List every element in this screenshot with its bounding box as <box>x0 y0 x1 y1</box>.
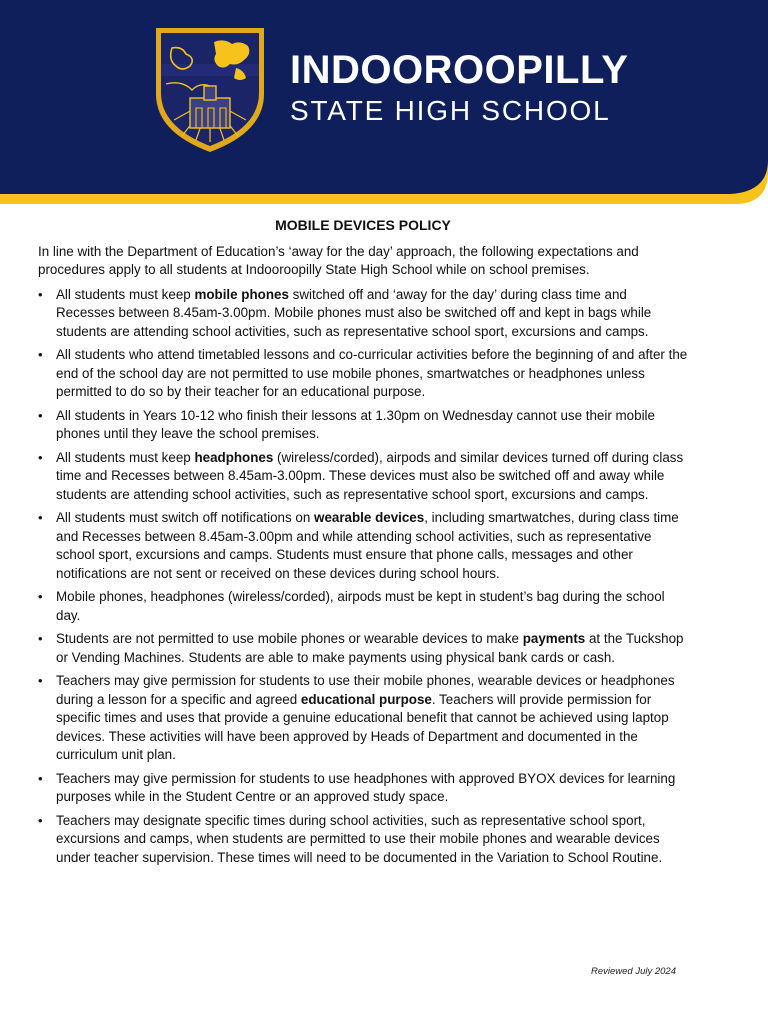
header-banner <box>0 0 768 210</box>
policy-title: MOBILE DEVICES POLICY <box>275 217 451 233</box>
policy-item-text: Mobile phones, headphones (wireless/corded), airpods must be kept in student’s bag during the school day. <box>56 589 665 623</box>
bullet-icon: • <box>38 510 43 525</box>
policy-item-text: All students must keep <box>56 286 195 302</box>
policy-item-emphasis: mobile phones <box>194 286 289 302</box>
policy-item <box>38 672 688 765</box>
policy-item-text: All students in Years 10-12 who finish their lessons at 1.30pm on Wednesday cannot use their mobile phones until they leave the school premises. <box>56 407 655 441</box>
policy-content <box>38 214 688 872</box>
policy-intro: In line with the Department of Education’s ‘away for the day’ approach, the following expectations and procedures apply to all students at Indooroopilly State High School while on school premises. <box>38 243 639 277</box>
policy-item-text: Teachers may designate specific times during school activities, such as representative school sport, excursions and camps, when students are permitted to use their mobile phones and wearable devices under teacher supervision. These times will need to be documented in the Variation to School Routine. <box>56 812 663 865</box>
bullet-icon: • <box>38 770 43 786</box>
policy-item <box>38 346 688 402</box>
policy-list <box>38 286 688 868</box>
policy-item-text: Teachers may give permission for students to use headphones with approved BYOX devices for learning purposes while in the Student Centre or an approved study space. <box>56 770 676 804</box>
policy-item-emphasis: headphones <box>194 449 274 465</box>
policy-item-text: Students are not permitted to use mobile phones or wearable devices to make <box>56 631 523 646</box>
policy-item-text: Teachers may give permission for students to use their mobile phones, wearable devices or headphones during a lesson for a specific and agreed <box>56 673 675 707</box>
review-date: Reviewed July 2024 <box>590 966 676 977</box>
policy-item <box>38 286 688 342</box>
policy-item <box>38 630 688 667</box>
bullet-icon: • <box>38 631 43 646</box>
policy-item-text-continued: switched off and ‘away for the day’ during class time and Recesses between 8.45am-3.00pm. Mobile phones must also be switched off and kept in bags while students are attending school activities, such as representative school sport, excursions and camps. <box>56 286 652 339</box>
policy-item <box>38 509 688 583</box>
policy-item-text-continued: , including smartwatches, during class time and Recesses between 8.45am-3.00pm and while attending school activities, such as representative school sport, excursions and camps. Students must ensure that phone calls, messages and other notifications are not sent or received on these devices during school hours. <box>56 510 679 581</box>
bullet-icon: • <box>38 449 43 465</box>
school-name: INDOOROOPILLY <box>290 48 629 92</box>
bullet-icon: • <box>38 812 43 828</box>
policy-item <box>38 588 688 625</box>
policy-item <box>38 812 688 868</box>
policy-item-text: All students who attend timetabled lessons and co-curricular activities before the beginning of and after the end of the school day are not permitted to use mobile phones, smartwatches or headphones unless permitted to do so by their teacher for an educational purpose. <box>56 347 688 399</box>
bullet-icon: • <box>38 589 43 604</box>
school-brand <box>290 50 628 128</box>
policy-item <box>38 449 688 505</box>
policy-item <box>38 770 688 807</box>
bullet-icon: • <box>38 673 43 688</box>
policy-item-text-continued: (wireless/corded), airpods and similar devices turned off during class time and Recesses between 8.45am-3.00pm. These devices must also be switched off and away while students are attending school activities, such as representative school sport, excursions and camps. <box>56 449 684 502</box>
school-crest-icon <box>152 24 268 154</box>
bullet-icon: • <box>38 286 43 302</box>
policy-item-emphasis: educational purpose <box>300 691 432 707</box>
policy-item-text: All students must switch off notifications on <box>56 510 315 525</box>
policy-item-text-continued: at the Tuckshop or Vending Machines. Students are able to make payments using physical bank cards or cash. <box>56 631 684 665</box>
bullet-icon: • <box>38 347 43 362</box>
bullet-icon: • <box>38 407 43 423</box>
policy-item <box>38 407 688 444</box>
policy-item-emphasis: wearable devices <box>314 510 425 525</box>
policy-item-text: All students must keep <box>56 449 195 465</box>
policy-item-emphasis: payments <box>522 631 586 646</box>
school-type: STATE HIGH SCHOOL <box>290 95 611 126</box>
policy-item-text-continued: . Teachers will provide permission for specific times and uses that provide a genuine educational benefit that cannot be achieved using laptop devices. These activities will have been approved by Heads of Department and documented in the curriculum unit plan. <box>56 691 669 762</box>
